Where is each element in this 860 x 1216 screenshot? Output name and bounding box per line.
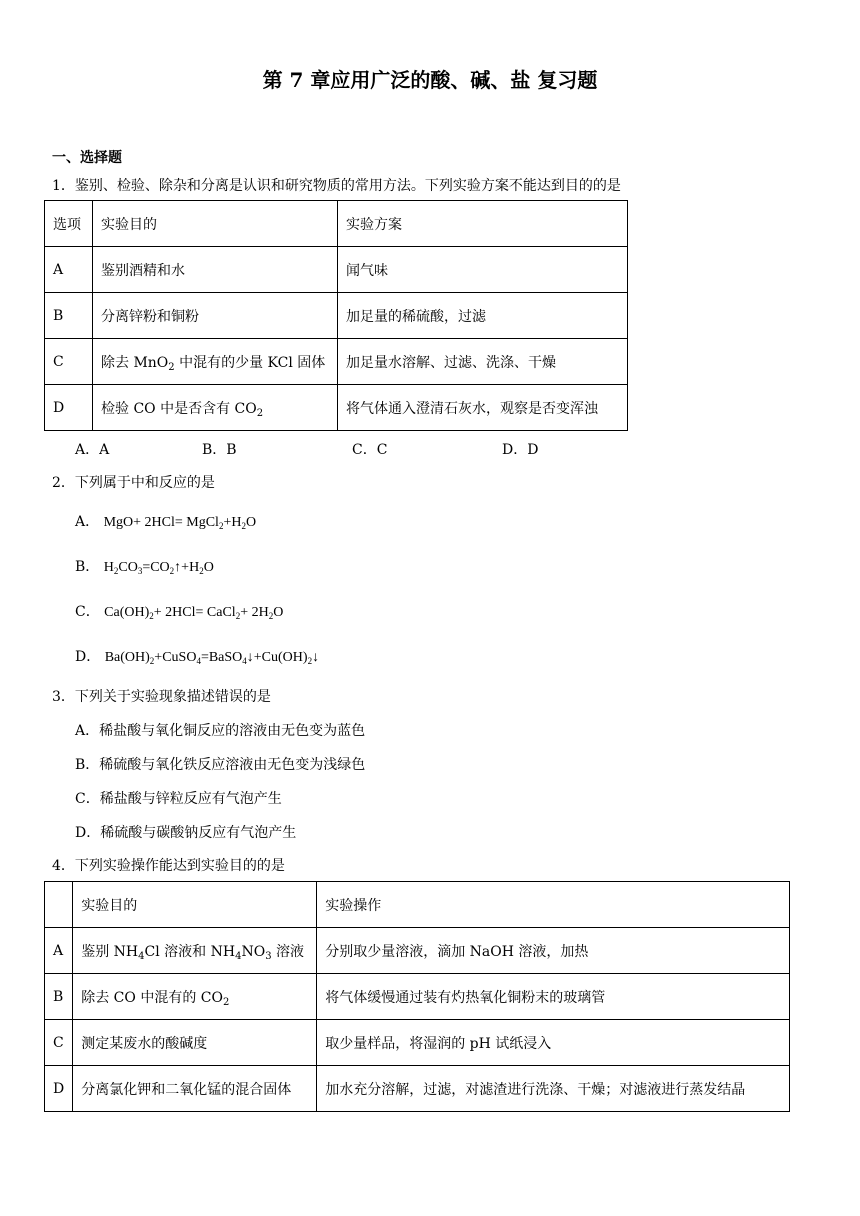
table-header-cell: 选项 [45, 201, 93, 247]
equation-a: $MgO+ 2HCl= MgCl_2+H_2O$ [103, 515, 257, 531]
table-header-cell: 实验操作 [317, 882, 790, 928]
table-header-cell [45, 882, 73, 928]
table-row [45, 974, 790, 1020]
option-label: C． [75, 604, 100, 620]
table-cell-option: C [45, 1020, 73, 1066]
choice-c: C．C [352, 442, 388, 458]
table-cell-option: A [45, 928, 73, 974]
table-cell-plan: 加足量的稀硫酸，过滤 [338, 293, 628, 339]
section-heading: 一、选择题 [52, 150, 122, 166]
question-4-table [44, 881, 790, 1112]
table-cell-goal: 分离锌粉和铜粉 [93, 293, 338, 339]
option-label: D． [75, 649, 101, 665]
table-cell-option: D [45, 1066, 73, 1112]
table-cell-goal: 检验 CO 中是否含有 $CO_2$ [93, 385, 338, 431]
option-b: B．稀硫酸与氧化铁反应溶液由无色变为浅绿色 [75, 757, 366, 773]
table-cell-goal: 分离氯化钾和二氧化锰的混合固体 [73, 1066, 317, 1112]
table-row [45, 339, 628, 385]
table-cell-plan: 取少量样品，将湿润的 pH 试纸浸入 [317, 1020, 790, 1066]
question-3-stem: 3．下列关于实验现象描述错误的是 [52, 689, 271, 705]
table-row [45, 293, 628, 339]
choice-b: B．B [202, 442, 237, 458]
table-cell-plan: 加足量水溶解、过滤、洗涤、干燥 [338, 339, 628, 385]
table-header-cell: 实验目的 [73, 882, 317, 928]
table-cell-goal: 除去 MnO$_2$ 中混有的少量 KCl 固体 [93, 339, 338, 385]
choice-a: A．A [75, 442, 110, 458]
table-cell-option: A [45, 247, 93, 293]
table-cell-plan: 将气体缓慢通过装有灼热氧化铜粉末的玻璃管 [317, 974, 790, 1020]
table-cell-option: C [45, 339, 93, 385]
option-a [75, 511, 256, 531]
table-cell-plan: 闻气味 [338, 247, 628, 293]
table-header-cell: 实验目的 [93, 201, 338, 247]
table-cell-goal: 除去 CO 中混有的 $CO_2$ [73, 974, 317, 1020]
option-b [75, 556, 214, 576]
equation-b: $H_2CO_3=CO_2↑+H_2O$ [103, 560, 214, 576]
table-row [45, 385, 628, 431]
table-cell-option: B [45, 974, 73, 1020]
table-cell-plan: 加水充分溶解，过滤，对滤渣进行洗涤、干燥；对滤液进行蒸发结晶 [317, 1066, 790, 1112]
table-row [45, 1020, 790, 1066]
table-row [45, 1066, 790, 1112]
table-header-row [45, 201, 628, 247]
table-cell-goal: 测定某废水的酸碱度 [73, 1020, 317, 1066]
question-4-stem: 4．下列实验操作能达到实验目的的是 [52, 858, 285, 874]
option-label: A． [75, 514, 100, 530]
question-1-stem: 1．鉴别、检验、除杂和分离是认识和研究物质的常用方法。下列实验方案不能达到目的的是 [52, 178, 621, 194]
table-row [45, 247, 628, 293]
option-d [75, 646, 319, 666]
question-2-stem: 2．下列属于中和反应的是 [52, 475, 215, 491]
option-a: A．稀盐酸与氧化铜反应的溶液由无色变为蓝色 [75, 723, 366, 739]
option-c [75, 601, 283, 621]
table-header-cell: 实验方案 [338, 201, 628, 247]
option-label: B． [75, 559, 100, 575]
equation-d: $Ba(OH)_2+CuSO_4=BaSO_4↓+Cu(OH)_2↓$ [104, 650, 320, 666]
choice-d: D．D [502, 442, 539, 458]
table-cell-option: B [45, 293, 93, 339]
question-1-table [44, 200, 628, 431]
table-cell-goal: 鉴别 $NH_4Cl$ 溶液和 $NH_4NO_3$ 溶液 [73, 928, 317, 974]
page-title: 第 7 章应用广泛的酸、碱、盐 复习题 [262, 68, 598, 92]
option-d: D．稀硫酸与碳酸钠反应有气泡产生 [75, 825, 297, 841]
table-header-row [45, 882, 790, 928]
table-row [45, 928, 790, 974]
option-c: C．稀盐酸与锌粒反应有气泡产生 [75, 791, 282, 807]
table-cell-plan: 分别取少量溶液，滴加 NaOH 溶液，加热 [317, 928, 790, 974]
table-cell-option: D [45, 385, 93, 431]
table-cell-goal: 鉴别酒精和水 [93, 247, 338, 293]
equation-c: $Ca(OH)_2+ 2HCl=$ CaCl$_2$+ $2H_2O$ [104, 605, 284, 621]
table-cell-plan: 将气体通入澄清石灰水，观察是否变浑浊 [338, 385, 628, 431]
